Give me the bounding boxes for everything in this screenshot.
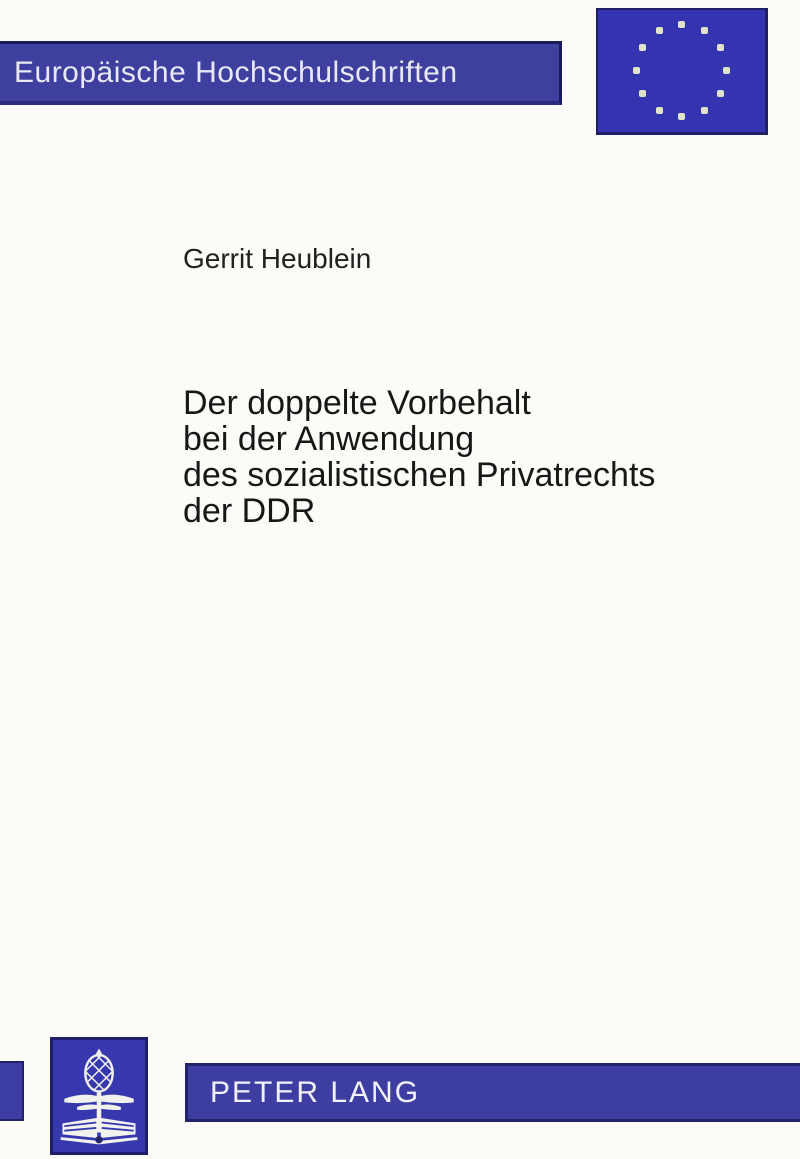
eu-flag-icon xyxy=(596,8,768,135)
book-title xyxy=(183,385,655,529)
title-line: Der doppelte Vorbehalt xyxy=(183,384,531,422)
series-banner-label: Europäische Hochschulschriften xyxy=(14,55,458,89)
spine-edge-bar xyxy=(0,1061,24,1121)
eu-star-icon xyxy=(701,107,708,114)
eu-star-icon xyxy=(656,27,663,34)
title-line: der DDR xyxy=(183,492,316,530)
eu-star-icon xyxy=(633,67,640,74)
author-name: Gerrit Heublein xyxy=(183,243,372,274)
eu-star-icon xyxy=(678,21,685,28)
eu-star-icon xyxy=(639,90,646,97)
publisher-banner-label: PETER LANG xyxy=(210,1075,421,1109)
eu-star-icon xyxy=(639,44,646,51)
publisher-logo xyxy=(50,1037,148,1155)
eu-star-icon xyxy=(717,90,724,97)
eu-star-icon xyxy=(701,27,708,34)
series-banner xyxy=(0,41,562,105)
peter-lang-pinecone-book-icon xyxy=(57,1044,141,1148)
eu-star-icon xyxy=(656,107,663,114)
eu-star-icon xyxy=(717,44,724,51)
title-line: bei der Anwendung xyxy=(183,420,475,458)
eu-star-icon xyxy=(678,113,685,120)
title-line: des sozialistischen Privatrechts xyxy=(183,456,656,494)
publisher-banner xyxy=(185,1063,800,1122)
eu-star-icon xyxy=(723,67,730,74)
